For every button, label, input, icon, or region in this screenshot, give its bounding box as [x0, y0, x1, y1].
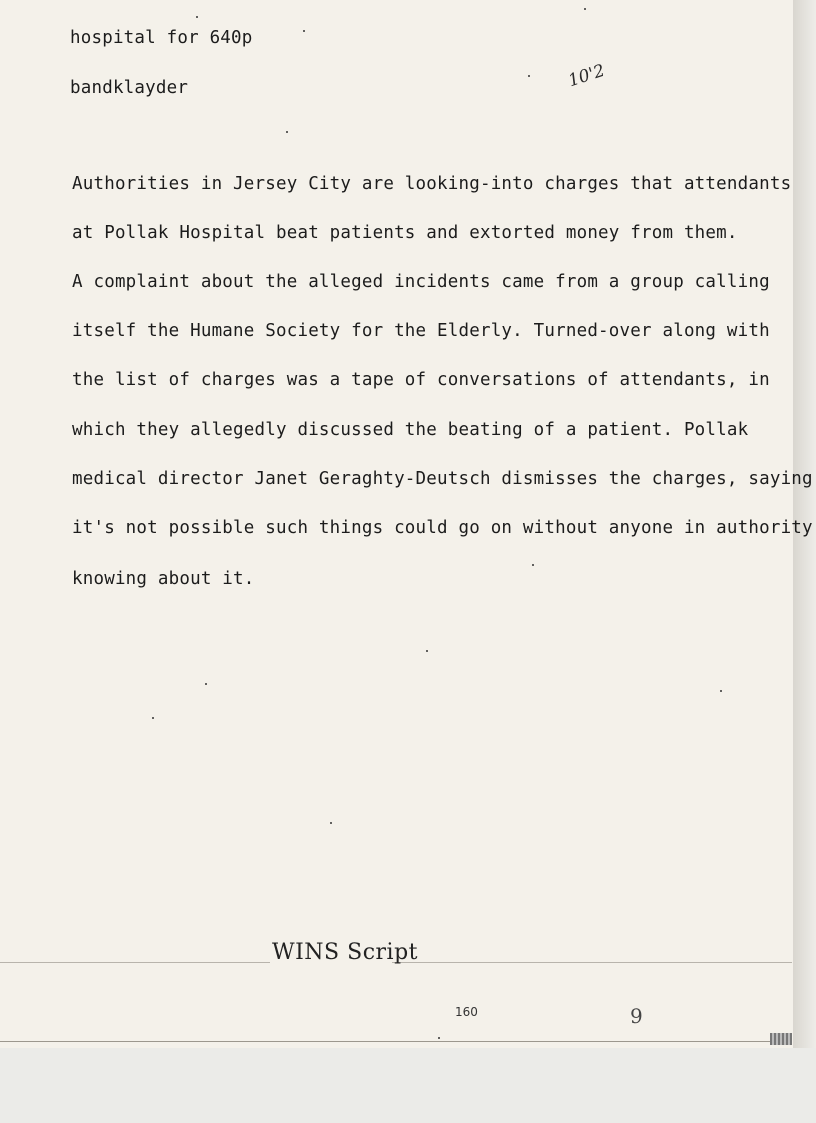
story-line: which they allegedly discussed the beating of a patient. Pollak [72, 420, 749, 440]
scanner-edge-mark [770, 1033, 792, 1045]
paper-speck [438, 1037, 440, 1039]
story-line: it's not possible such things could go on without anyone in authority [72, 518, 813, 538]
story-line: knowing about it. [72, 569, 255, 589]
paper-speck [205, 683, 207, 685]
story-line: at Pollak Hospital beat patients and extorted money from them. [72, 223, 738, 243]
script-number: 160 [455, 1005, 478, 1019]
paper-speck [286, 131, 288, 133]
story-line: Authorities in Jersey City are looking-into charges that attendants [72, 174, 792, 194]
handwritten-run-time: 10'2 [565, 60, 608, 92]
scan-background [0, 1048, 816, 1123]
paper-speck [584, 8, 586, 10]
paper-speck [528, 75, 530, 77]
story-line: itself the Humane Society for the Elderly. Turned-over along with [72, 321, 770, 341]
paper-speck [426, 650, 428, 652]
story-line: A complaint about the alleged incidents came from a group calling [72, 272, 770, 292]
footer-rule-right [392, 962, 792, 963]
wins-script-stamp: WINS Script [272, 940, 418, 965]
story-slug: hospital for 640p [70, 28, 253, 48]
paper-speck [720, 690, 722, 692]
story-line: medical director Janet Geraghty-Deutsch dismisses the charges, saying [72, 469, 813, 489]
paper-speck [330, 822, 332, 824]
paper-speck [303, 30, 305, 32]
page-bottom-rule [0, 1041, 790, 1042]
paper-speck [152, 717, 154, 719]
handwritten-page-mark: 9 [630, 1004, 643, 1028]
reporter-byline: bandklayder [70, 78, 189, 98]
story-line: the list of charges was a tape of conversations of attendants, in [72, 370, 770, 390]
footer-rule-left [0, 962, 270, 963]
paper-speck [532, 564, 534, 566]
paper-speck [196, 16, 198, 18]
